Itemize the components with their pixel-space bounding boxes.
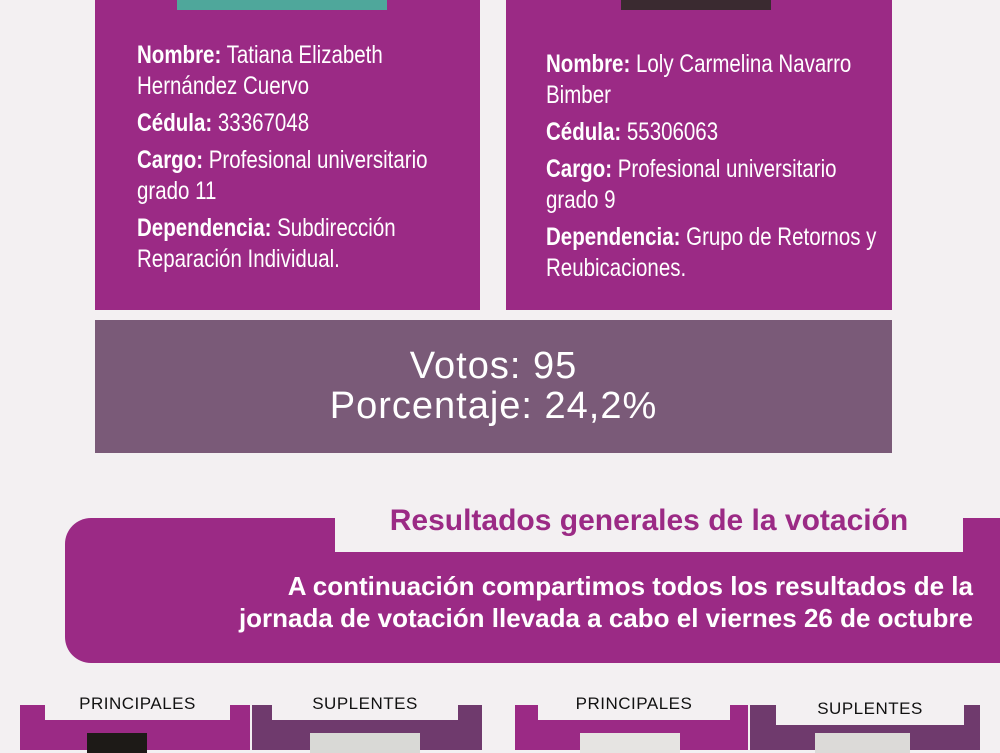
nombre-value: Tatiana Elizabeth Hernández Cuervo [137, 41, 383, 100]
cargo-value: Profesional universitario grado 11 [137, 146, 428, 205]
principal-photo-right [580, 733, 680, 753]
nombre-value: Loly Carmelina Navarro Bimber [546, 50, 852, 109]
results-description [113, 570, 973, 634]
cargo-label: Cargo: [546, 155, 613, 183]
candidate-photo-2 [621, 0, 771, 10]
results-description-line-2: jornada de votación llevada a cabo el viernes 26 de octubre [238, 603, 973, 633]
votes-box [95, 320, 892, 453]
dependencia-label: Dependencia: [546, 223, 681, 251]
dependencia-value: Subdirección Reparación Individual. [137, 214, 396, 273]
cedula-value: 33367048 [217, 109, 310, 137]
cedula-label: Cédula: [546, 118, 622, 146]
suplentes-tag-right: SUPLENTES [776, 693, 964, 725]
principales-tag-left: PRINCIPALES [45, 688, 230, 720]
dependencia-value: Grupo de Retornos y Reubicaciones. [546, 223, 877, 282]
results-heading: Resultados generales de la votación [335, 490, 963, 552]
candidate-info-1 [137, 40, 481, 281]
votes-percentage: Porcentaje: 24,2% [329, 385, 658, 427]
principales-tag-right: PRINCIPALES [538, 688, 730, 720]
nombre-label: Nombre: [137, 41, 222, 69]
suplentes-tag-left: SUPLENTES [272, 688, 458, 720]
nombre-label: Nombre: [546, 50, 631, 78]
suplente-photo-right [815, 733, 910, 753]
results-description-line-1: A continuación compartimos todos los resultados de la [287, 571, 973, 601]
candidate-photo-1 [177, 0, 387, 10]
candidate-info-2 [546, 49, 890, 290]
cargo-label: Cargo: [137, 146, 204, 174]
cedula-value: 55306063 [626, 118, 719, 146]
cedula-label: Cédula: [137, 109, 213, 137]
dependencia-label: Dependencia: [137, 214, 272, 242]
suplente-photo-left [310, 733, 420, 753]
principal-photo-left [87, 733, 147, 753]
candidate-card-1 [95, 0, 480, 310]
votes-count: Votos: 95 [409, 345, 578, 387]
results-banner [65, 504, 1000, 663]
cargo-value: Profesional universitario grado 9 [546, 155, 837, 214]
candidate-card-2 [506, 0, 892, 310]
